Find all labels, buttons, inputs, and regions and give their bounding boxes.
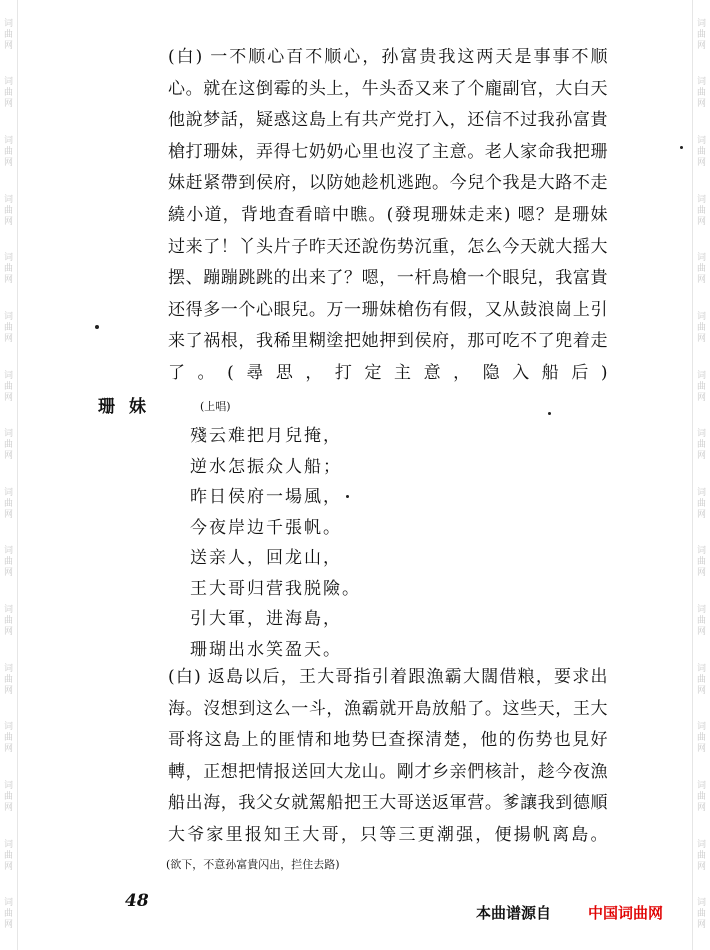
watermark-glyph: 词 xyxy=(696,429,706,440)
watermark-glyph: 网 xyxy=(3,99,13,110)
watermark-glyph: 词 xyxy=(696,898,706,909)
verse-line: 殘云难把月兒掩， xyxy=(190,426,342,446)
watermark-glyph: 曲 xyxy=(3,909,13,920)
watermark-glyph: 曲 xyxy=(3,147,13,158)
watermark-group xyxy=(697,195,706,228)
watermark-glyph: 网 xyxy=(3,509,13,520)
watermark-glyph: 曲 xyxy=(3,498,13,509)
watermark-glyph: 曲 xyxy=(696,674,706,685)
watermark-group xyxy=(4,664,13,697)
watermark-glyph: 网 xyxy=(696,568,706,579)
watermark-group xyxy=(697,898,706,931)
watermark-glyph: 词 xyxy=(696,605,706,616)
watermark-glyph: 网 xyxy=(696,333,706,344)
left-watermark-strip xyxy=(0,0,18,950)
watermark-glyph: 词 xyxy=(3,605,13,616)
watermark-glyph: 网 xyxy=(3,685,13,696)
watermark-glyph: 网 xyxy=(696,275,706,286)
watermark-glyph: 曲 xyxy=(696,850,706,861)
scan-speck xyxy=(680,146,683,149)
watermark-glyph: 曲 xyxy=(696,322,706,333)
watermark-glyph: 网 xyxy=(696,40,706,51)
watermark-glyph: 曲 xyxy=(3,674,13,685)
watermark-group xyxy=(697,781,706,814)
verse-line: 逆水怎振众人船； xyxy=(190,456,342,477)
watermark-glyph: 曲 xyxy=(696,498,706,509)
page-number: 48 xyxy=(125,891,149,911)
watermark-group xyxy=(697,136,706,169)
watermark-group xyxy=(4,781,13,814)
singing-direction: (上唱) xyxy=(200,400,231,413)
watermark-glyph: 网 xyxy=(696,685,706,696)
watermark-group xyxy=(4,253,13,286)
watermark-glyph: 曲 xyxy=(696,616,706,627)
watermark-group xyxy=(4,195,13,228)
stage-direction-bottom: (欲下，不意孙富貴闪出，拦住去路) xyxy=(166,858,340,871)
watermark-glyph: 曲 xyxy=(3,205,13,216)
watermark-glyph: 曲 xyxy=(3,791,13,802)
watermark-glyph: 曲 xyxy=(696,88,706,99)
source-label: 本曲谱源自 xyxy=(476,904,552,922)
watermark-group xyxy=(4,371,13,404)
watermark-glyph: 词 xyxy=(3,253,13,264)
watermark-glyph: 词 xyxy=(3,839,13,850)
watermark-group xyxy=(697,77,706,110)
watermark-group xyxy=(697,546,706,579)
watermark-glyph: 网 xyxy=(696,509,706,520)
watermark-glyph: 曲 xyxy=(696,557,706,568)
watermark-group xyxy=(4,898,13,931)
watermark-glyph: 网 xyxy=(696,216,706,227)
watermark-glyph: 曲 xyxy=(3,850,13,861)
watermark-glyph: 词 xyxy=(3,546,13,557)
verse-line: 珊瑚出水笑盈天。 xyxy=(190,639,342,660)
monologue-paragraph-2 xyxy=(168,662,608,852)
watermark-glyph: 曲 xyxy=(696,381,706,392)
watermark-glyph: 曲 xyxy=(696,264,706,275)
watermark-glyph: 词 xyxy=(696,311,706,322)
watermark-glyph: 曲 xyxy=(3,440,13,451)
watermark-group xyxy=(697,312,706,345)
watermark-glyph: 词 xyxy=(3,722,13,733)
watermark-glyph: 曲 xyxy=(696,147,706,158)
watermark-glyph: 词 xyxy=(3,311,13,322)
watermark-glyph: 词 xyxy=(696,780,706,791)
watermark-glyph: 词 xyxy=(3,663,13,674)
watermark-group xyxy=(697,488,706,521)
watermark-glyph: 词 xyxy=(696,839,706,850)
verse-line: 昨日侯府一場風， xyxy=(190,487,342,507)
watermark-glyph: 曲 xyxy=(3,29,13,40)
scan-speck xyxy=(346,495,349,498)
monologue-text-2: (白) 返島以后，王大哥指引着跟漁霸大闊借粮，要求出海。沒想到这么一斗，漁霸就开島放船了。这些天，王大哥将这島上的匪情和地势巳查探清楚，他的伤势也見好轉，正想把情报送回大龙山。剛才乡亲們核計，趁今夜漁船出海，我父女就駕船把王大哥送返軍营。爹讓我到德順大爷家里报知王大哥，只等三更潮强，便揚帆离島。 xyxy=(168,667,608,845)
watermark-glyph: 词 xyxy=(3,18,13,29)
watermark-glyph: 网 xyxy=(3,451,13,462)
watermark-glyph: 曲 xyxy=(696,205,706,216)
watermark-glyph: 词 xyxy=(3,77,13,88)
watermark-glyph: 词 xyxy=(3,370,13,381)
verse-line: 引大軍，进海島， xyxy=(190,609,342,629)
watermark-glyph: 曲 xyxy=(696,791,706,802)
watermark-glyph: 词 xyxy=(696,487,706,498)
watermark-glyph: 网 xyxy=(3,275,13,286)
watermark-glyph: 网 xyxy=(696,158,706,169)
watermark-glyph: 词 xyxy=(696,722,706,733)
watermark-group xyxy=(697,722,706,755)
watermark-group xyxy=(4,429,13,462)
watermark-glyph: 网 xyxy=(696,627,706,638)
watermark-glyph: 网 xyxy=(3,158,13,169)
watermark-group xyxy=(697,253,706,286)
watermark-glyph: 词 xyxy=(696,136,706,147)
watermark-glyph: 曲 xyxy=(3,557,13,568)
watermark-glyph: 曲 xyxy=(3,88,13,99)
watermark-glyph: 网 xyxy=(3,568,13,579)
watermark-glyph: 网 xyxy=(3,861,13,872)
watermark-group xyxy=(4,136,13,169)
watermark-glyph: 网 xyxy=(696,920,706,931)
watermark-glyph: 网 xyxy=(696,744,706,755)
watermark-glyph: 网 xyxy=(3,802,13,813)
monologue-text-1: (白) 一不顺心百不顺心，孙富贵我这两天是事事不顺心。就在这倒霉的头上，牛头岙又来了个龐副官，大白天他說梦話，疑惑这島上有共产党打入，还信不过我孙富貴槍打珊妹，弄得七奶奶心里也沒了主意。老人家命我把珊妹赶紧帶到侯府，以防她趁机逃跑。今兒个我是大路不走繞小道，背地査看暗中瞧。(發現珊妹走来) 嗯？是珊妹过来了！丫头片子昨天还說伤势沉重，怎么今天就大摇大摆、蹦蹦跳跳的出来了？嗯，一杆鳥槍一个眼兒，我富貴还得多一个心眼兒。万一珊妹槍伤有假，又从鼓浪崗上引来了祸根，我稀里糊塗把她押到侯府，那可吃不了兜着走了。(尋思，打定主意，隐入船后) xyxy=(168,47,608,383)
watermark-group xyxy=(4,722,13,755)
watermark-group xyxy=(4,488,13,521)
watermark-glyph: 词 xyxy=(696,546,706,557)
watermark-glyph: 词 xyxy=(696,77,706,88)
watermark-glyph: 网 xyxy=(696,861,706,872)
watermark-glyph: 词 xyxy=(3,780,13,791)
watermark-glyph: 词 xyxy=(696,370,706,381)
watermark-glyph: 网 xyxy=(3,392,13,403)
watermark-group xyxy=(4,840,13,873)
watermark-group xyxy=(4,546,13,579)
scan-speck xyxy=(95,325,99,329)
watermark-group xyxy=(697,664,706,697)
scan-speck xyxy=(548,412,551,415)
verse-line: 王大哥归营我脱險。 xyxy=(190,578,361,599)
watermark-glyph: 曲 xyxy=(3,322,13,333)
watermark-glyph: 曲 xyxy=(3,264,13,275)
watermark-glyph: 词 xyxy=(3,487,13,498)
watermark-glyph: 网 xyxy=(696,451,706,462)
watermark-glyph: 曲 xyxy=(3,733,13,744)
watermark-glyph: 网 xyxy=(696,802,706,813)
watermark-glyph: 词 xyxy=(3,429,13,440)
watermark-glyph: 网 xyxy=(3,627,13,638)
watermark-glyph: 曲 xyxy=(696,909,706,920)
watermark-glyph: 曲 xyxy=(696,440,706,451)
right-watermark-strip xyxy=(692,0,710,950)
watermark-glyph: 曲 xyxy=(3,616,13,627)
source-site-link[interactable]: 中国词曲网 xyxy=(588,904,664,922)
watermark-group xyxy=(697,605,706,638)
watermark-glyph: 词 xyxy=(696,18,706,29)
watermark-glyph: 词 xyxy=(696,194,706,205)
watermark-glyph: 词 xyxy=(3,898,13,909)
watermark-group xyxy=(4,19,13,52)
verse-line: 送亲人，回龙山， xyxy=(190,548,342,568)
watermark-glyph: 网 xyxy=(696,99,706,110)
watermark-glyph: 网 xyxy=(3,744,13,755)
speaker-name: 珊妹 xyxy=(98,397,160,417)
watermark-glyph: 曲 xyxy=(3,381,13,392)
watermark-group xyxy=(697,371,706,404)
watermark-glyph: 网 xyxy=(3,216,13,227)
watermark-group xyxy=(697,429,706,462)
watermark-glyph: 网 xyxy=(3,40,13,51)
watermark-glyph: 词 xyxy=(696,253,706,264)
watermark-group xyxy=(697,19,706,52)
watermark-glyph: 词 xyxy=(696,663,706,674)
watermark-glyph: 词 xyxy=(3,136,13,147)
watermark-group xyxy=(4,77,13,110)
watermark-group xyxy=(4,312,13,345)
watermark-group xyxy=(697,840,706,873)
watermark-glyph: 网 xyxy=(3,920,13,931)
watermark-glyph: 曲 xyxy=(696,733,706,744)
verse-block xyxy=(190,421,361,665)
watermark-glyph: 网 xyxy=(696,392,706,403)
watermark-glyph: 曲 xyxy=(696,29,706,40)
watermark-glyph: 网 xyxy=(3,333,13,344)
watermark-group xyxy=(4,605,13,638)
monologue-paragraph-1 xyxy=(168,42,608,390)
verse-line: 今夜岸边千張帆。 xyxy=(190,517,342,538)
watermark-glyph: 词 xyxy=(3,194,13,205)
